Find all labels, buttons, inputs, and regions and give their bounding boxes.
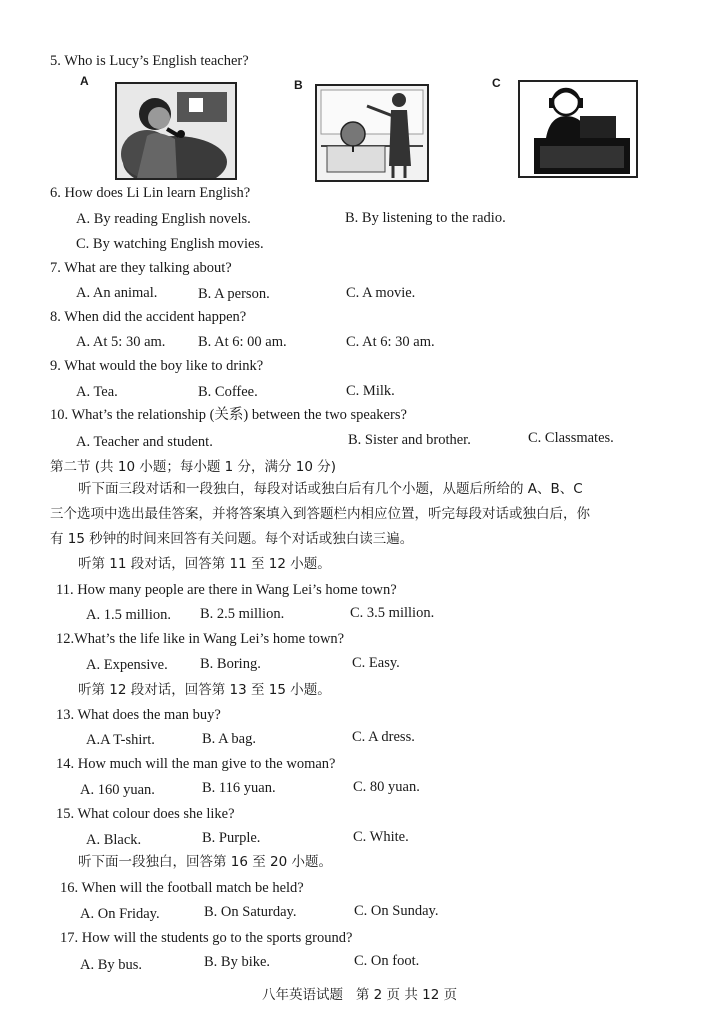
section-2-instructions-line-2: 三个选项中选出最佳答案，并将答案填入到答题栏内相应位置，听完每段对话或独白后，你 [50,506,590,522]
question-5-stem: 5. Who is Lucy’s English teacher? [50,53,249,69]
question-8-option-a[interactable]: A. At 5: 30 am. [76,334,166,350]
question-16-option-a[interactable]: A. On Friday. [80,906,160,922]
question-14-option-a[interactable]: A. 160 yuan. [80,782,155,798]
page-footer: 八年英语试题 第 2 页 共 12 页 [262,987,458,1003]
question-17-option-a[interactable]: A. By bus. [80,957,143,973]
question-11-option-b[interactable]: B. 2.5 million. [200,606,285,622]
question-9-stem: 9. What would the boy like to drink? [50,358,264,374]
question-9-option-b[interactable]: B. Coffee. [198,384,258,400]
option-b-label: B [294,78,303,92]
dialogue-12-instruction: 听第 12 段对话，回答第 13 至 15 小题。 [78,682,331,698]
picture-b-teacher [315,84,429,182]
question-15-stem: 15. What colour does she like? [56,806,235,822]
question-9-option-c[interactable]: C. Milk. [346,383,395,399]
question-10-option-b[interactable]: B. Sister and brother. [348,432,471,448]
singer-icon [117,84,235,178]
question-12-option-b[interactable]: B. Boring. [200,656,261,672]
question-14-stem: 14. How much will the man give to the woman? [56,756,336,772]
question-12-stem: 12.What’s the life like in Wang Lei’s home town? [56,631,345,647]
question-15-option-b[interactable]: B. Purple. [202,830,261,846]
question-16-option-c[interactable]: C. On Sunday. [354,903,439,919]
question-10-option-a[interactable]: A. Teacher and student. [76,434,213,450]
question-11-stem: 11. How many people are there in Wang Lei’s home town? [56,582,397,598]
question-16-stem: 16. When will the football match be held? [60,880,304,896]
section-2-instructions-line-1: 听下面三段对话和一段独白，每段对话或独白后有几个小题，从题后所给的 A、B、C [78,481,583,497]
question-12-option-a[interactable]: A. Expensive. [86,657,168,673]
question-13-stem: 13. What does the man buy? [56,707,221,723]
headphones-man-icon [520,82,636,176]
question-15-option-a[interactable]: A. Black. [86,832,142,848]
question-7-option-b[interactable]: B. A person. [198,286,270,302]
monologue-instruction: 听下面一段独白，回答第 16 至 20 小题。 [78,854,333,870]
question-14-option-b[interactable]: B. 116 yuan. [202,780,276,796]
question-8-option-c[interactable]: C. At 6: 30 am. [346,334,435,350]
question-15-option-c[interactable]: C. White. [353,829,409,845]
question-7-option-a[interactable]: A. An animal. [76,285,158,301]
question-17-option-c[interactable]: C. On foot. [354,953,420,969]
question-10-option-c[interactable]: C. Classmates. [528,430,614,446]
question-7-option-c[interactable]: C. A movie. [346,285,416,301]
option-c-label: C [492,76,501,90]
question-12-option-c[interactable]: C. Easy. [352,655,400,671]
question-6-option-a[interactable]: A. By reading English novels. [76,211,251,227]
question-11-option-c[interactable]: C. 3.5 million. [350,605,435,621]
question-11-option-a[interactable]: A. 1.5 million. [86,607,171,623]
question-14-option-c[interactable]: C. 80 yuan. [353,779,420,795]
question-16-option-b[interactable]: B. On Saturday. [204,904,297,920]
dialogue-11-instruction: 听第 11 段对话，回答第 11 至 12 小题。 [78,556,331,572]
option-a-label: A [80,74,89,88]
question-10-stem: 10. What’s the relationship (关系) between the two speakers? [50,407,407,423]
question-6-option-c[interactable]: C. By watching English movies. [76,236,264,252]
question-17-stem: 17. How will the students go to the sports ground? [60,930,353,946]
picture-c-dj [518,80,638,178]
question-13-option-c[interactable]: C. A dress. [352,729,415,745]
question-7-stem: 7. What are they talking about? [50,260,232,276]
question-13-option-b[interactable]: B. A bag. [202,731,256,747]
section-2-instructions-line-3: 有 15 秒钟的时间来回答有关问题。每个对话或独白读三遍。 [50,531,414,547]
teacher-icon [317,86,427,180]
question-6-stem: 6. How does Li Lin learn English? [50,185,251,201]
question-13-option-a[interactable]: A.A T-shirt. [86,732,155,748]
picture-a-singer [115,82,237,180]
section-2-heading: 第二节 (共 10 小题；每小题 1 分，满分 10 分) [50,459,337,475]
question-9-option-a[interactable]: A. Tea. [76,384,118,400]
question-8-option-b[interactable]: B. At 6: 00 am. [198,334,287,350]
question-8-stem: 8. When did the accident happen? [50,309,247,325]
question-17-option-b[interactable]: B. By bike. [204,954,271,970]
question-6-option-b[interactable]: B. By listening to the radio. [345,210,506,226]
